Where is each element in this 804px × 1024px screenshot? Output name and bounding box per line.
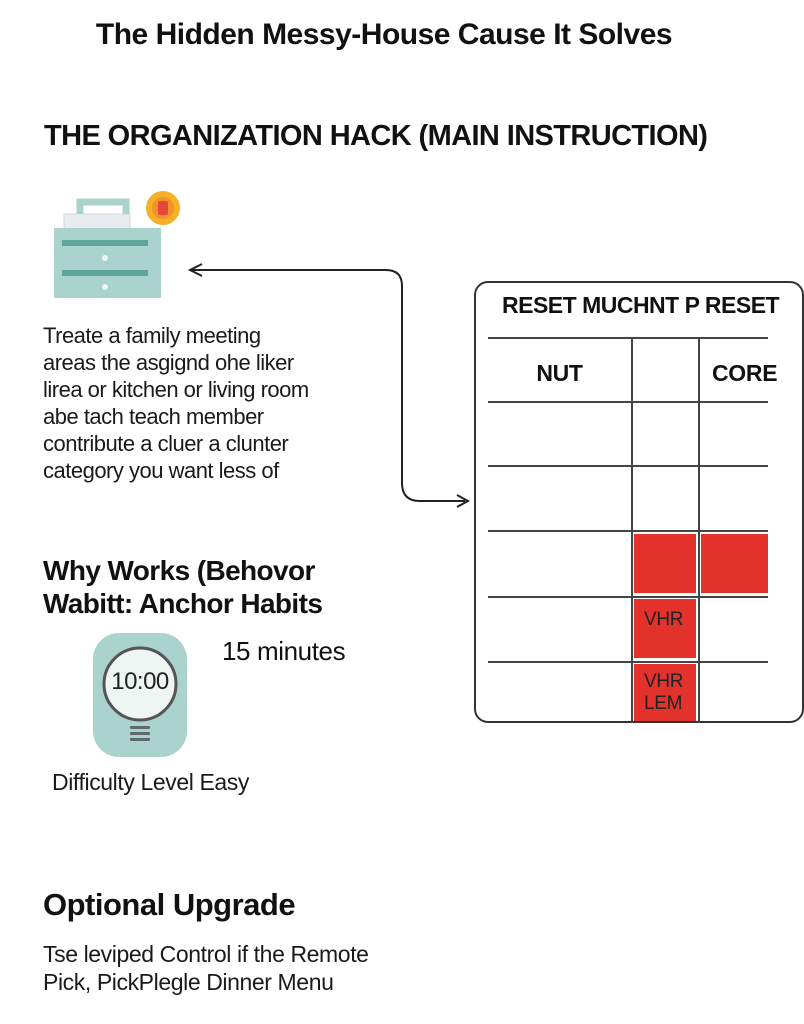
instruction-text <box>43 322 309 484</box>
section-heading-organization-hack: THE ORGANIZATION HACK (MAIN INSTRUCTION) <box>44 120 708 152</box>
instruction-line: category you want less of <box>43 458 279 483</box>
storage-cabinet-icon <box>50 186 185 301</box>
instruction-line: areas the asgignd ohe liker <box>43 350 294 375</box>
table-rule <box>488 401 768 403</box>
page-title: The Hidden Messy-House Cause It Solves <box>95 18 673 51</box>
table-rule <box>488 530 768 532</box>
difficulty-label: Difficulty Level Easy <box>52 769 249 795</box>
upgrade-text <box>43 940 369 996</box>
timer-display: 10:00 <box>111 668 169 695</box>
highlight-cell <box>701 534 768 593</box>
instruction-line: contribute a cluer a clunter <box>43 431 289 456</box>
cell-label: VHR <box>644 609 684 630</box>
sun-badge-icon <box>146 191 180 225</box>
table-rule <box>488 337 768 339</box>
heading-line: Wabitt: Anchor Habits <box>43 588 323 619</box>
table-rule <box>488 596 768 598</box>
highlight-cell <box>634 534 696 593</box>
column-header: NUT <box>536 360 583 386</box>
section-heading-why-works <box>43 554 322 620</box>
section-heading-optional-upgrade: Optional Upgrade <box>43 887 296 922</box>
table-rule <box>631 337 633 723</box>
table-rule <box>488 465 768 467</box>
instruction-line: abe tach teach member <box>43 404 264 429</box>
cell-label: VHR LEM <box>644 671 684 714</box>
upgrade-line: Pick, PickPlegle Dinner Menu <box>43 969 334 995</box>
table-rule <box>698 337 700 723</box>
instruction-line: lirea or kitchen or living room <box>43 377 309 402</box>
duration-label: 15 minutes <box>222 636 346 666</box>
heading-line: Why Works (Behovor <box>43 555 315 586</box>
upgrade-line: Tse leviped Control if the Remote <box>43 941 369 967</box>
timer-device-icon <box>92 632 188 758</box>
table-rule <box>488 661 768 663</box>
highlight-cell <box>634 664 696 721</box>
table-title: RESET MUCHNT P RESET <box>502 292 780 318</box>
highlight-cell <box>634 599 696 658</box>
column-header: CORE <box>712 360 778 386</box>
instruction-line: Treate a family meeting <box>43 323 261 348</box>
